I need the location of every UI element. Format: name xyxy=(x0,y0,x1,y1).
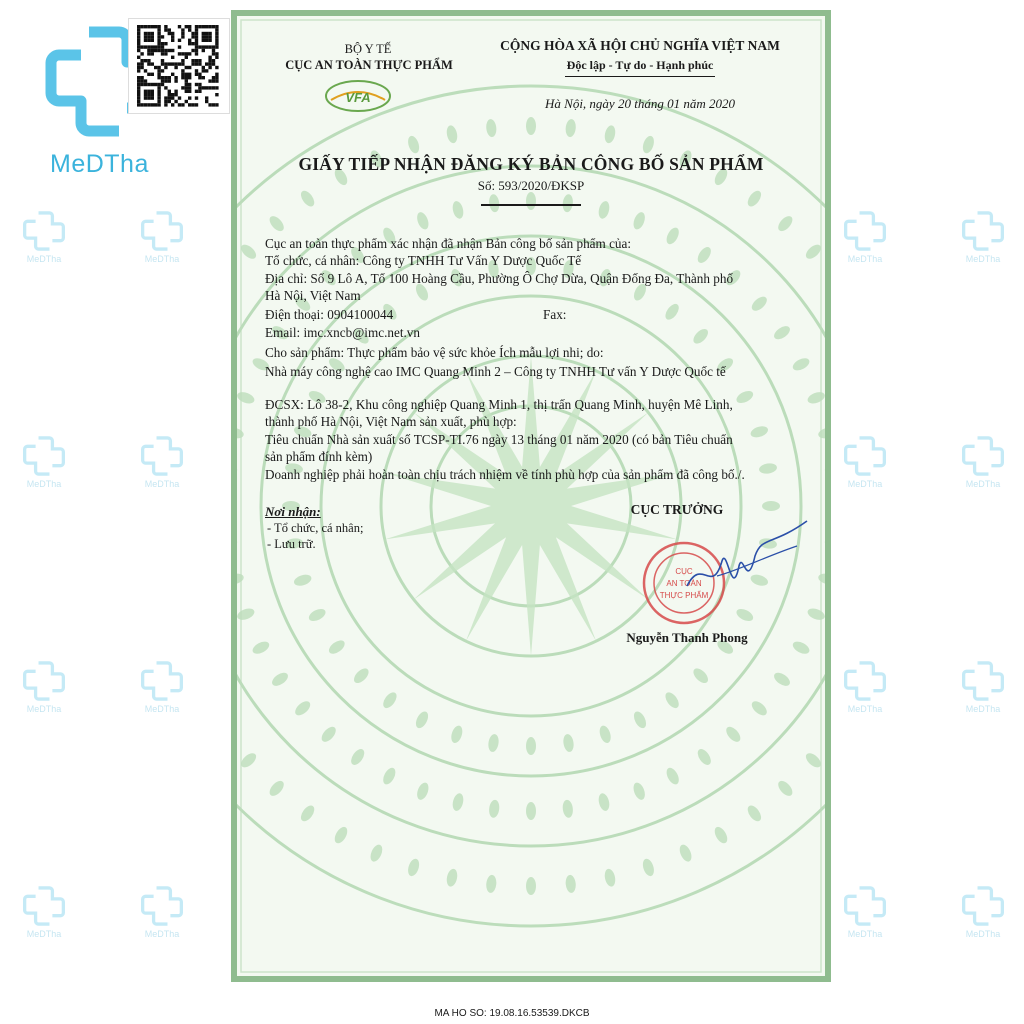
watermark-cross-icon xyxy=(22,210,66,252)
watermark-logo xyxy=(835,210,895,264)
body-line: Email: imc.xncb@imc.net.vn xyxy=(265,325,420,340)
body-line: Nhà máy công nghệ cao IMC Quang Minh 2 – Công ty TNHH Tư vấn Y Dược Quốc tế xyxy=(265,364,726,379)
body-line: Địa chỉ: Số 9 Lô A, Tổ 100 Hoàng Cầu, Phường Ô Chợ Dừa, Quận Đống Đa, Thành phố xyxy=(265,271,734,286)
ministry-name: BỘ Y TẾ xyxy=(344,42,392,56)
body-line: sản phẩm đính kèm) xyxy=(265,449,373,464)
svg-text:VFA: VFA xyxy=(345,90,371,105)
body-line: Cục an toàn thực phẩm xác nhận đã nhận Bản công bố sản phẩm của: xyxy=(265,236,632,251)
motto: Độc lập - Tự do - Hạnh phúc xyxy=(566,58,714,72)
watermark-text: MeDTha xyxy=(26,704,62,714)
watermark-text: MeDTha xyxy=(965,254,1001,264)
vfa-logo xyxy=(323,78,393,119)
svg-text:AN TOÀN: AN TOÀN xyxy=(666,579,702,588)
signer-title: CỤC TRƯỞNG xyxy=(630,502,724,517)
dossier-code: MA HO SO: 19.08.16.53539.DKCB xyxy=(434,1008,590,1019)
fax-label: Fax: xyxy=(543,307,567,322)
watermark-cross-icon xyxy=(140,660,184,702)
watermark-logo xyxy=(953,660,1013,714)
watermark-logo xyxy=(835,885,895,939)
watermark-logo xyxy=(14,210,74,264)
number-underline xyxy=(481,204,581,206)
watermark-cross-icon xyxy=(843,210,887,252)
watermark-text: MeDTha xyxy=(144,929,180,939)
body-line: Điện thoại: 0904100044 xyxy=(265,307,394,322)
svg-text:CỤC: CỤC xyxy=(675,567,693,576)
signer-name: Nguyễn Thanh Phong xyxy=(626,630,748,645)
brand-name: MeDTha xyxy=(50,150,149,178)
body-line: ĐCSX: Lô 38-2, Khu công nghiệp Quang Minh 1, thị trấn Quang Minh, huyện Mê Linh, xyxy=(265,397,733,412)
watermark-text: MeDTha xyxy=(965,704,1001,714)
watermark-text: MeDTha xyxy=(847,479,883,489)
document-number: Số: 593/2020/ĐKSP xyxy=(477,178,585,193)
body-line: Hà Nội, Việt Nam xyxy=(265,288,361,303)
watermark-text: MeDTha xyxy=(26,479,62,489)
watermark-cross-icon xyxy=(961,210,1005,252)
recipient-item: - Lưu trữ. xyxy=(267,537,316,551)
watermark-cross-icon xyxy=(22,885,66,927)
watermark-cross-icon xyxy=(961,660,1005,702)
body-line: thành phố Hà Nội, Việt Nam sản xuất, phù hợp: xyxy=(265,414,517,429)
recipients-title: Nơi nhận: xyxy=(265,504,321,519)
watermark-logo xyxy=(132,435,192,489)
signature xyxy=(677,516,817,616)
watermark-text: MeDTha xyxy=(144,254,180,264)
issue-date: Hà Nội, ngày 20 tháng 01 năm 2020 xyxy=(545,96,735,111)
watermark-cross-icon xyxy=(961,435,1005,477)
recipient-item: - Tổ chức, cá nhân; xyxy=(267,521,364,535)
motto-underline xyxy=(565,76,715,77)
watermark-cross-icon xyxy=(961,885,1005,927)
watermark-cross-icon xyxy=(843,885,887,927)
watermark-text: MeDTha xyxy=(847,704,883,714)
watermark-logo xyxy=(835,435,895,489)
watermark-logo xyxy=(132,660,192,714)
watermark-text: MeDTha xyxy=(965,479,1001,489)
body-line: Tiêu chuẩn Nhà sản xuất số TCSP-TI.76 ngày 13 tháng 01 năm 2020 (có bản Tiêu chuẩn xyxy=(265,432,733,447)
watermark-logo xyxy=(953,435,1013,489)
document-title: GIẤY TIẾP NHẬN ĐĂNG KÝ BẢN CÔNG BỐ SẢN PHẨM xyxy=(298,154,764,174)
watermark-logo xyxy=(132,885,192,939)
watermark-logo xyxy=(14,660,74,714)
watermark-cross-icon xyxy=(22,660,66,702)
watermark-cross-icon xyxy=(140,885,184,927)
watermark-text: MeDTha xyxy=(26,254,62,264)
watermark-logo xyxy=(14,435,74,489)
watermark-cross-icon xyxy=(22,435,66,477)
watermark-cross-icon xyxy=(843,435,887,477)
watermark-text: MeDTha xyxy=(847,929,883,939)
watermark-logo xyxy=(835,660,895,714)
watermark-cross-icon xyxy=(843,660,887,702)
watermark-text: MeDTha xyxy=(847,254,883,264)
watermark-logo xyxy=(953,885,1013,939)
watermark-text: MeDTha xyxy=(144,704,180,714)
qr-code xyxy=(128,18,230,114)
body-line: Doanh nghiệp phải hoàn toàn chịu trách nhiệm về tính phù hợp của sản phẩm đã công bố./. xyxy=(265,467,745,482)
body-line: Tổ chức, cá nhân: Công ty TNHH Tư Vấn Y Dược Quốc Tế xyxy=(265,253,582,268)
watermark-logo xyxy=(14,885,74,939)
body-line: Cho sản phẩm: Thực phẩm bảo vệ sức khỏe Ích mẫu lợi nhi; do: xyxy=(265,345,604,360)
watermark-logo xyxy=(953,210,1013,264)
watermark-cross-icon xyxy=(140,210,184,252)
watermark-text: MeDTha xyxy=(26,929,62,939)
nation-heading: CỘNG HÒA XÃ HỘI CHỦ NGHĨA VIỆT NAM xyxy=(500,38,780,53)
certificate-document xyxy=(231,10,831,982)
watermark-cross-icon xyxy=(140,435,184,477)
watermark-text: MeDTha xyxy=(965,929,1001,939)
svg-text:THỰC PHẨM: THỰC PHẨM xyxy=(659,591,709,600)
watermark-text: MeDTha xyxy=(144,479,180,489)
department-name: CỤC AN TOÀN THỰC PHẨM xyxy=(285,58,453,72)
watermark-logo xyxy=(132,210,192,264)
